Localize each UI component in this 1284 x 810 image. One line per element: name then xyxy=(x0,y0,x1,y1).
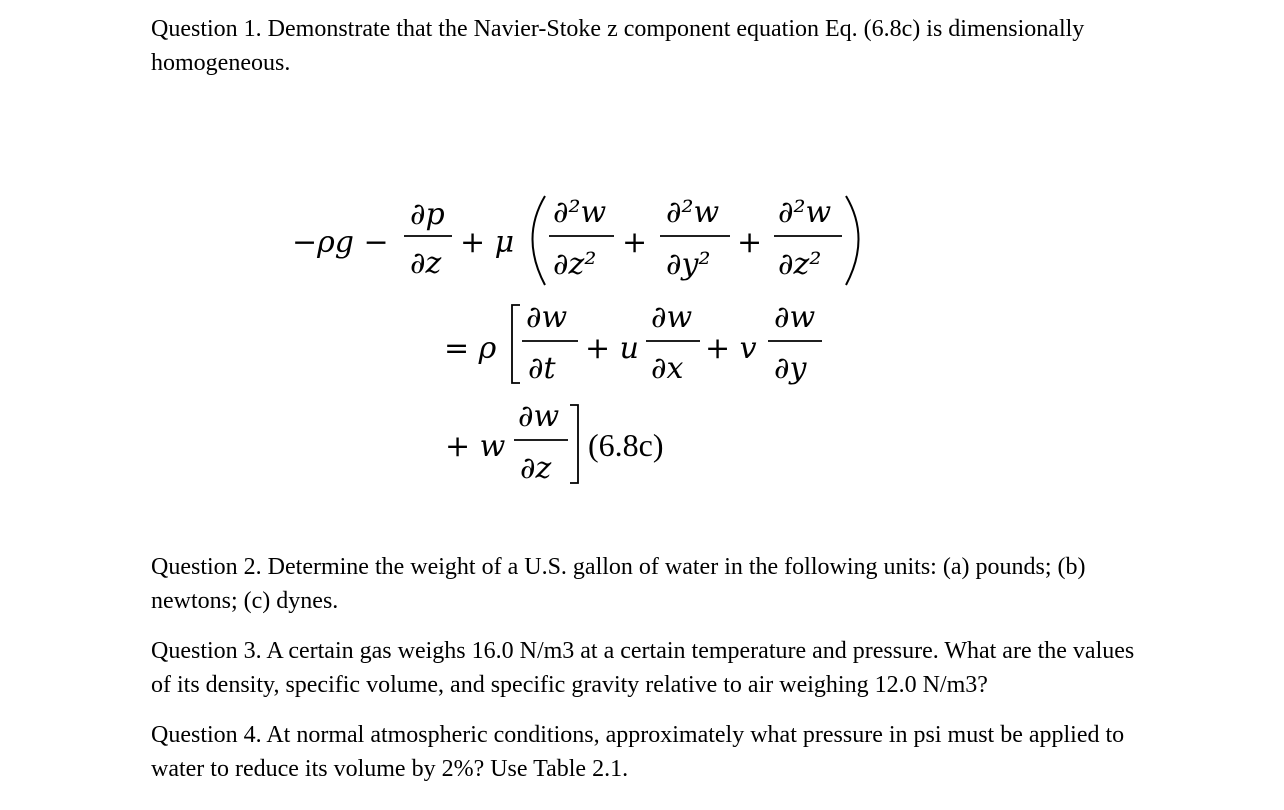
question-2: Question 2. Determine the weight of a U.S. gallon of water in the following units: (a) pounds; (b) newtons; (c) dynes. xyxy=(151,554,1086,614)
eq-dz2-3: ∂z² xyxy=(778,247,822,282)
eq-d2w-3: ∂²w xyxy=(778,195,832,230)
eq-plus-1: + xyxy=(622,225,648,260)
eq-dy2: ∂y² xyxy=(666,247,711,282)
question-4: Question 4. At normal atmospheric conditions, approximately what pressure in psi must be applied to water to reduce its volume by 2%? Use Table 2.1. xyxy=(151,722,1125,782)
eq-d2w-2: ∂²w xyxy=(666,195,720,230)
eq-dt: ∂t xyxy=(528,351,556,386)
eq-plus-u: + u xyxy=(585,331,639,366)
eq-plus-w: + w xyxy=(445,429,506,464)
eq-d2w-1: ∂²w xyxy=(553,195,607,230)
question-1: Question 1. Demonstrate that the Navier-Stoke z component equation Eq. (6.8c) is dimensionally homogeneous. xyxy=(151,16,1085,76)
eq-dz: ∂z xyxy=(520,451,552,486)
eq-dz2-1: ∂z² xyxy=(553,247,597,282)
eq-plus-mu: + μ xyxy=(460,225,515,260)
eq-plus-2: + xyxy=(737,225,763,260)
eq-eq-rho: = ρ xyxy=(444,331,497,366)
eq-dp: ∂p xyxy=(410,197,445,232)
eq-dw-3: ∂w xyxy=(774,300,816,335)
eq-plus-v: + v xyxy=(705,331,757,366)
eq-dw-1: ∂w xyxy=(526,300,568,335)
eq-label: (6.8c) xyxy=(588,427,664,463)
eq-dw-4: ∂w xyxy=(518,399,560,434)
eq-lhs-start: −ρg − xyxy=(292,225,389,260)
question-3: Question 3. A certain gas weighs 16.0 N/m3 at a certain temperature and pressure. What are the values of its density, specific volume, and specific gravity relative to air weighing 12.0 N/m3? xyxy=(151,638,1135,698)
eq-dx: ∂x xyxy=(651,351,684,386)
eq-dw-2: ∂w xyxy=(651,300,693,335)
eq-dy: ∂y xyxy=(774,351,807,386)
eq-dz-den: ∂z xyxy=(410,246,442,281)
